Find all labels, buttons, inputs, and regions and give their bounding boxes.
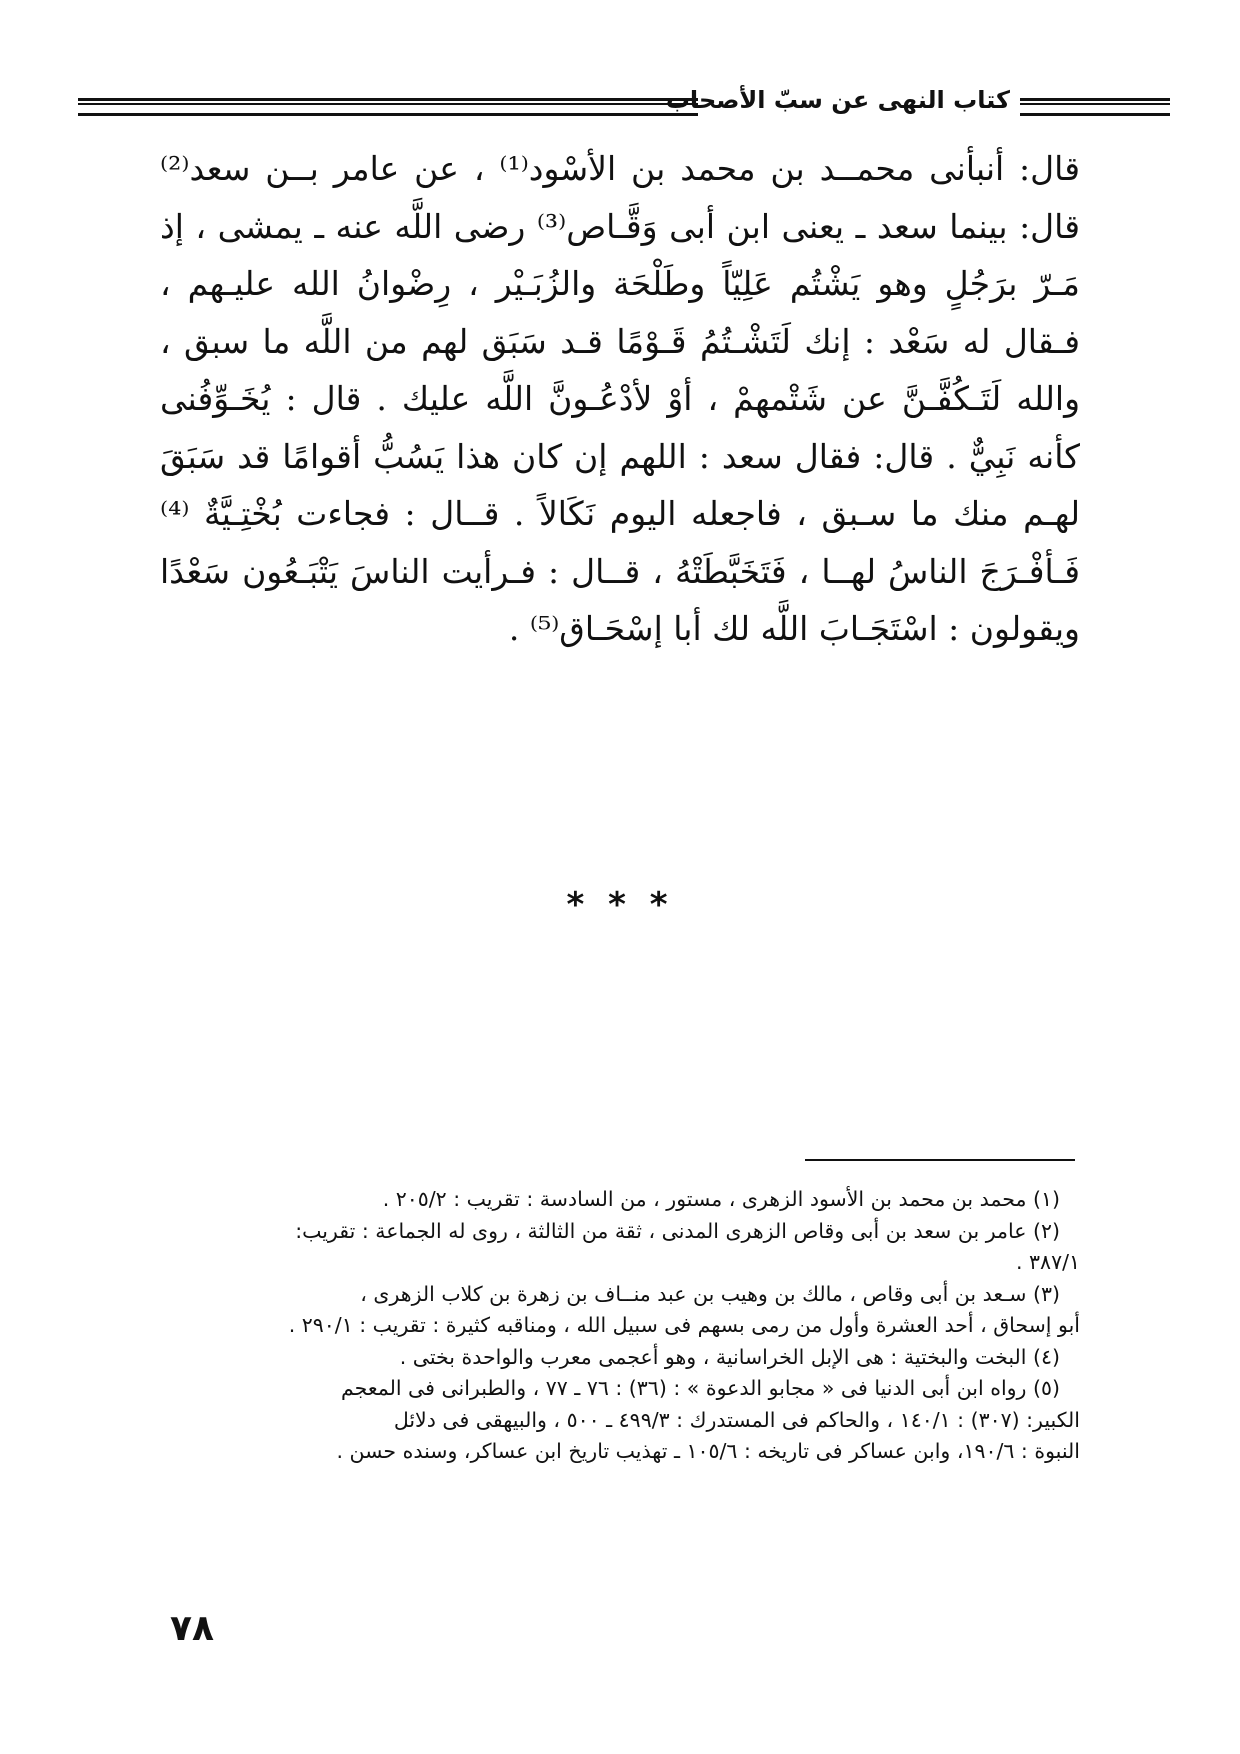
header-rule-left <box>78 98 698 116</box>
page-number: ٧٨ <box>170 1608 214 1649</box>
main-text-line: فـقال له سَعْد : إنك لَتَشْـتُمُ قَـوْمًا قـد سَبَق لهم من اللَّه ما سبق ، <box>160 321 1080 361</box>
header-title: كتاب النهى عن سبّ الأصحاب <box>665 86 1010 114</box>
section-separator: * * * <box>566 885 674 925</box>
footnotes <box>150 1184 1080 1468</box>
footnote-line: (١) محمد بن محمد بن الأسود الزهرى ، مستور ، من السادسة : تقريب : ٢٠٥/٢ . <box>382 1187 1060 1211</box>
footnote-rule <box>805 1159 1075 1161</box>
main-text-line: والله لَتَـكُفَّـنَّ عن شَتْمهمْ ، أوْ لأدْعُـونَّ اللَّه عليك . قال : يُخَـوِّفُنى <box>160 379 1080 418</box>
footnote-line: الكبير: (٣٠٧) : ١٤٠/١ ، والحاكم فى المستدرك : ٤٩٩/٣ ـ ٥٠٠ ، والبيهقى فى دلائل <box>393 1407 1080 1432</box>
footnote-line: (٤) البخت والبختية : هى الإبل الخراسانية ، وهو أعجمى معرب والواحدة بختى . <box>399 1344 1060 1369</box>
main-text-line: قال: بينما سعد ـ يعنى ابن أبى وَقَّـاص⁽³⁾ رضى اللَّه عنه ـ يمشى ، إذ <box>160 206 1080 246</box>
main-text-line: قال: أنبأنى محمــد بن محمد بن الأسْود⁽¹⁾ ، عن عامر بــن سعد⁽²⁾ <box>160 149 1080 188</box>
footnote-line: (٥) رواه ابن أبى الدنيا فى « مجابو الدعوة » : (٣٦) : ٧٦ ـ ٧٧ ، والطبرانى فى المعجم <box>340 1376 1060 1400</box>
running-header <box>78 84 1170 126</box>
main-text-line: فَـأفْـرَجَ الناسُ لهــا ، فَتَخَبَّطَتْهُ ، قــال : فـرأيت الناسَ يَتْبَـعُون سَعْدًا <box>160 551 1080 591</box>
main-text-line: كأنه نَبِيٌّ . قال: فقال سعد : اللهم إن كان هذا يَسُبُّ أقوامًا قد سَبَقَ <box>160 436 1080 476</box>
footnote-line: النبوة : ١٩٠/٦، وابن عساكر فى تاريخه : ١٠٥/٦ ـ تهذيب تاريخ ابن عساكر، وسنده حسن . <box>336 1439 1080 1463</box>
footnote-line: أبو إسحاق ، أحد العشرة وأول من رمى بسهم فى سبيل الله ، ومناقبه كثيرة : تقريب : ٢٩٠/١ . <box>288 1313 1080 1337</box>
main-text <box>160 140 1080 658</box>
main-text-line: لهـم منك ما سـبق ، فاجعله اليوم نَكَالاً . قــال : فجاءت بُخْتِـيَّةٌ ⁽⁴⁾ <box>160 494 1080 533</box>
footnote-line: (٣) سـعد بن أبى وقاص ، مالك بن وهيب بن عبد منــاف بن زهرة بن كلاب الزهرى ، <box>360 1281 1060 1306</box>
main-text-line: مَـرّ برَجُلٍ وهو يَشْتُم عَلِيّاً وطَلْحَة والزُبَـيْر ، رِضْوانُ الله عليـهم ، <box>160 264 1080 303</box>
main-text-line: ويقولون : اسْتَجَـابَ اللَّه لك أبا إسْحَـاق⁽⁵⁾ . <box>508 609 1080 648</box>
footnote-line: (٢) عامر بن سعد بن أبى وقاص الزهرى المدنى ، ثقة من الثالثة ، روى له الجماعة : تقريب: <box>295 1218 1060 1243</box>
footnote-line: ٣٨٧/١ . <box>1016 1250 1080 1274</box>
header-rule-right <box>1020 98 1170 116</box>
